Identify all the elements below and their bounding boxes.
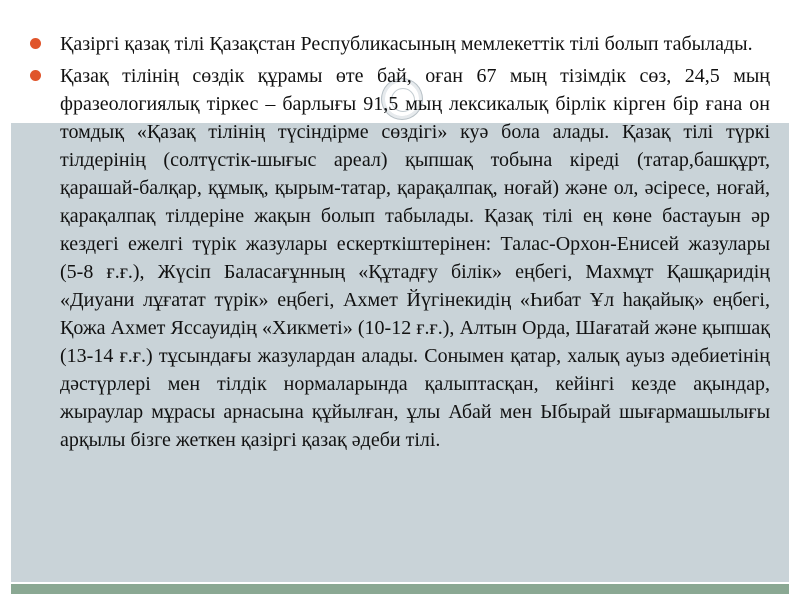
bullet-item-2 xyxy=(30,62,770,454)
bullet-list xyxy=(30,30,770,458)
bullet-dot-icon xyxy=(30,38,41,49)
bullet-text: Қазіргі қазақ тілі Қазақстан Республикасының мемлекеттік тілі болып табылады. xyxy=(60,33,753,55)
bullet-dot-icon xyxy=(30,70,41,81)
bullet-item-1 xyxy=(30,30,770,58)
bottom-accent-bar xyxy=(11,584,789,594)
bullet-text: Қазақ тілінің сөздік құрамы өте бай, оған 67 мың тізімдік сөз, 24,5 мың фразеологиялық тіркес – барлығы 91,5 мың лексикалық бірлік кірген бір ғана он томдық «Қазақ тілінің түсіндірме сөздігі» куә бола алады. Қазақ тілі түркі тілдерінің (солтүстік-шығыс ареал) қыпшақ тобына кіреді (татар,башқұрт, қарашай-балқар, құмық, қырым-татар, қарақалпақ, ноғай) және ол, әсіресе, ноғай, қарақалпақ тілдеріне жақын болып табылады. Қазақ тілі ең көне бастауын әр кездегі ежелгі түрік жазулары ескерткіштерінен: Талас-Орхон-Енисей жазулары (5-8 ғ.ғ.), Жүсіп Баласағұнның «Құтадғу білік» еңбегі, Махмұт Қашқаридің «Диуани лұғатат түрік» еңбегі, Ахмет Йүгінекидің «Һибат Ұл һақайық» еңбегі, Қожа Ахмет Яссауидің «Хикметі» (10-12 ғ.ғ.), Алтын Орда, Шағатай және қыпшақ (13-14 ғ.ғ.) тұсындағы жазулардан алады. Сонымен қатар, халық ауыз әдебиетінің дәстүрлері мен тілдік нормаларында қалыптасқан, кейінгі кезде ақындар, жыраулар мұрасы арнасына құйылған, ұлы Абай мен Ыбырай шығармашылығы арқылы бізге жеткен қазіргі қазақ әдеби тілі. xyxy=(60,65,770,451)
